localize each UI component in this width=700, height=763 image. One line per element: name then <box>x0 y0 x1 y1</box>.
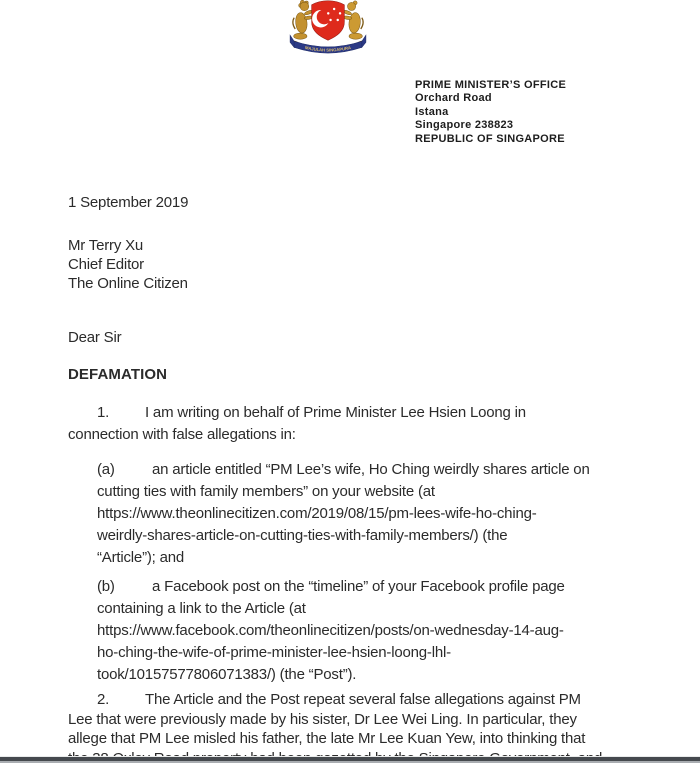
letter-body <box>68 194 668 763</box>
text-line: “Article”); and <box>97 549 185 566</box>
list-item-a-text: an article entitled “PM Lee’s wife, Ho Ching weirdly shares article on <box>152 461 590 478</box>
shield-icon <box>312 1 345 40</box>
letterhead-office: PRIME MINISTER’S OFFICE <box>415 79 567 91</box>
salutation: Dear Sir <box>68 329 122 346</box>
text-line: https://www.facebook.com/theonlinecitizen/posts/on-wednesday-14-aug- <box>97 622 564 639</box>
text-line: Orchard Road <box>415 92 492 105</box>
text-line: connection with false allegations in: <box>68 426 296 443</box>
text-line: Singapore 238823 <box>415 119 514 132</box>
text-line: The Online Citizen <box>68 275 188 292</box>
text-line: containing a link to the Article (at <box>97 600 306 617</box>
list-item-a-lines <box>97 481 668 569</box>
bottom-border <box>0 756 700 763</box>
list-item-b-lines <box>97 598 668 686</box>
text-line: Chief Editor <box>68 256 144 273</box>
list-item-b <box>97 576 668 686</box>
paragraph-1-lines <box>68 424 668 446</box>
text-line: Istana <box>415 105 449 118</box>
text-line: https://www.theonlinecitizen.com/2019/08/15/pm-lees-wife-ho-ching- <box>97 505 537 522</box>
singapore-coat-of-arms <box>287 0 369 62</box>
text-line: allege that PM Lee misled his father, the late Mr Lee Kuan Yew, into thinking that <box>68 730 586 747</box>
text-line: took/10157577806071383/) (the “Post”). <box>97 666 357 683</box>
letter-date: 1 September 2019 <box>68 194 189 211</box>
text-line: weirdly-shares-article-on-cutting-ties-with-family-members/) (the <box>97 527 508 544</box>
letterhead-address <box>415 92 566 146</box>
recipient-block <box>68 236 668 293</box>
paragraph-2 <box>68 690 668 763</box>
text-line: REPUBLIC OF SINGAPORE <box>415 132 565 145</box>
paragraph-1-text: I am writing on behalf of Prime Minister Lee Hsien Loong in <box>145 404 526 421</box>
letterhead <box>415 79 566 146</box>
paragraph-2-lines <box>68 710 668 763</box>
paragraph-2-text: The Article and the Post repeat several false allegations against PM <box>145 691 581 708</box>
tiger-icon <box>343 1 366 47</box>
list-item-a-first-line <box>97 459 668 481</box>
list-item-a-label: (a) <box>97 461 115 478</box>
list-item-b-text: a Facebook post on the “timeline” of your Facebook profile page <box>152 578 565 595</box>
text-line: cutting ties with family members” on your website (at <box>97 483 435 500</box>
list-item-a <box>97 459 668 569</box>
text-line: ho-ching-the-wife-of-prime-minister-lee-hsien-loong-lhl- <box>97 644 451 661</box>
paragraph-1-number: 1. <box>97 404 110 421</box>
paragraph-1 <box>68 402 668 446</box>
paragraph-2-number: 2. <box>97 691 110 708</box>
text-line: Lee that were previously made by his sister, Dr Lee Wei Ling. In particular, they <box>68 710 577 728</box>
paragraph-2-first-line <box>68 690 668 710</box>
list-item-b-first-line <box>97 576 668 598</box>
text-line: Mr Terry Xu <box>68 237 144 254</box>
paragraph-1-first-line <box>68 402 668 424</box>
banner-text: MAJULAH SINGAPURA <box>304 44 352 53</box>
subject-line: DEFAMATION <box>68 366 168 383</box>
lion-icon <box>290 0 313 46</box>
list-item-b-label: (b) <box>97 578 115 595</box>
